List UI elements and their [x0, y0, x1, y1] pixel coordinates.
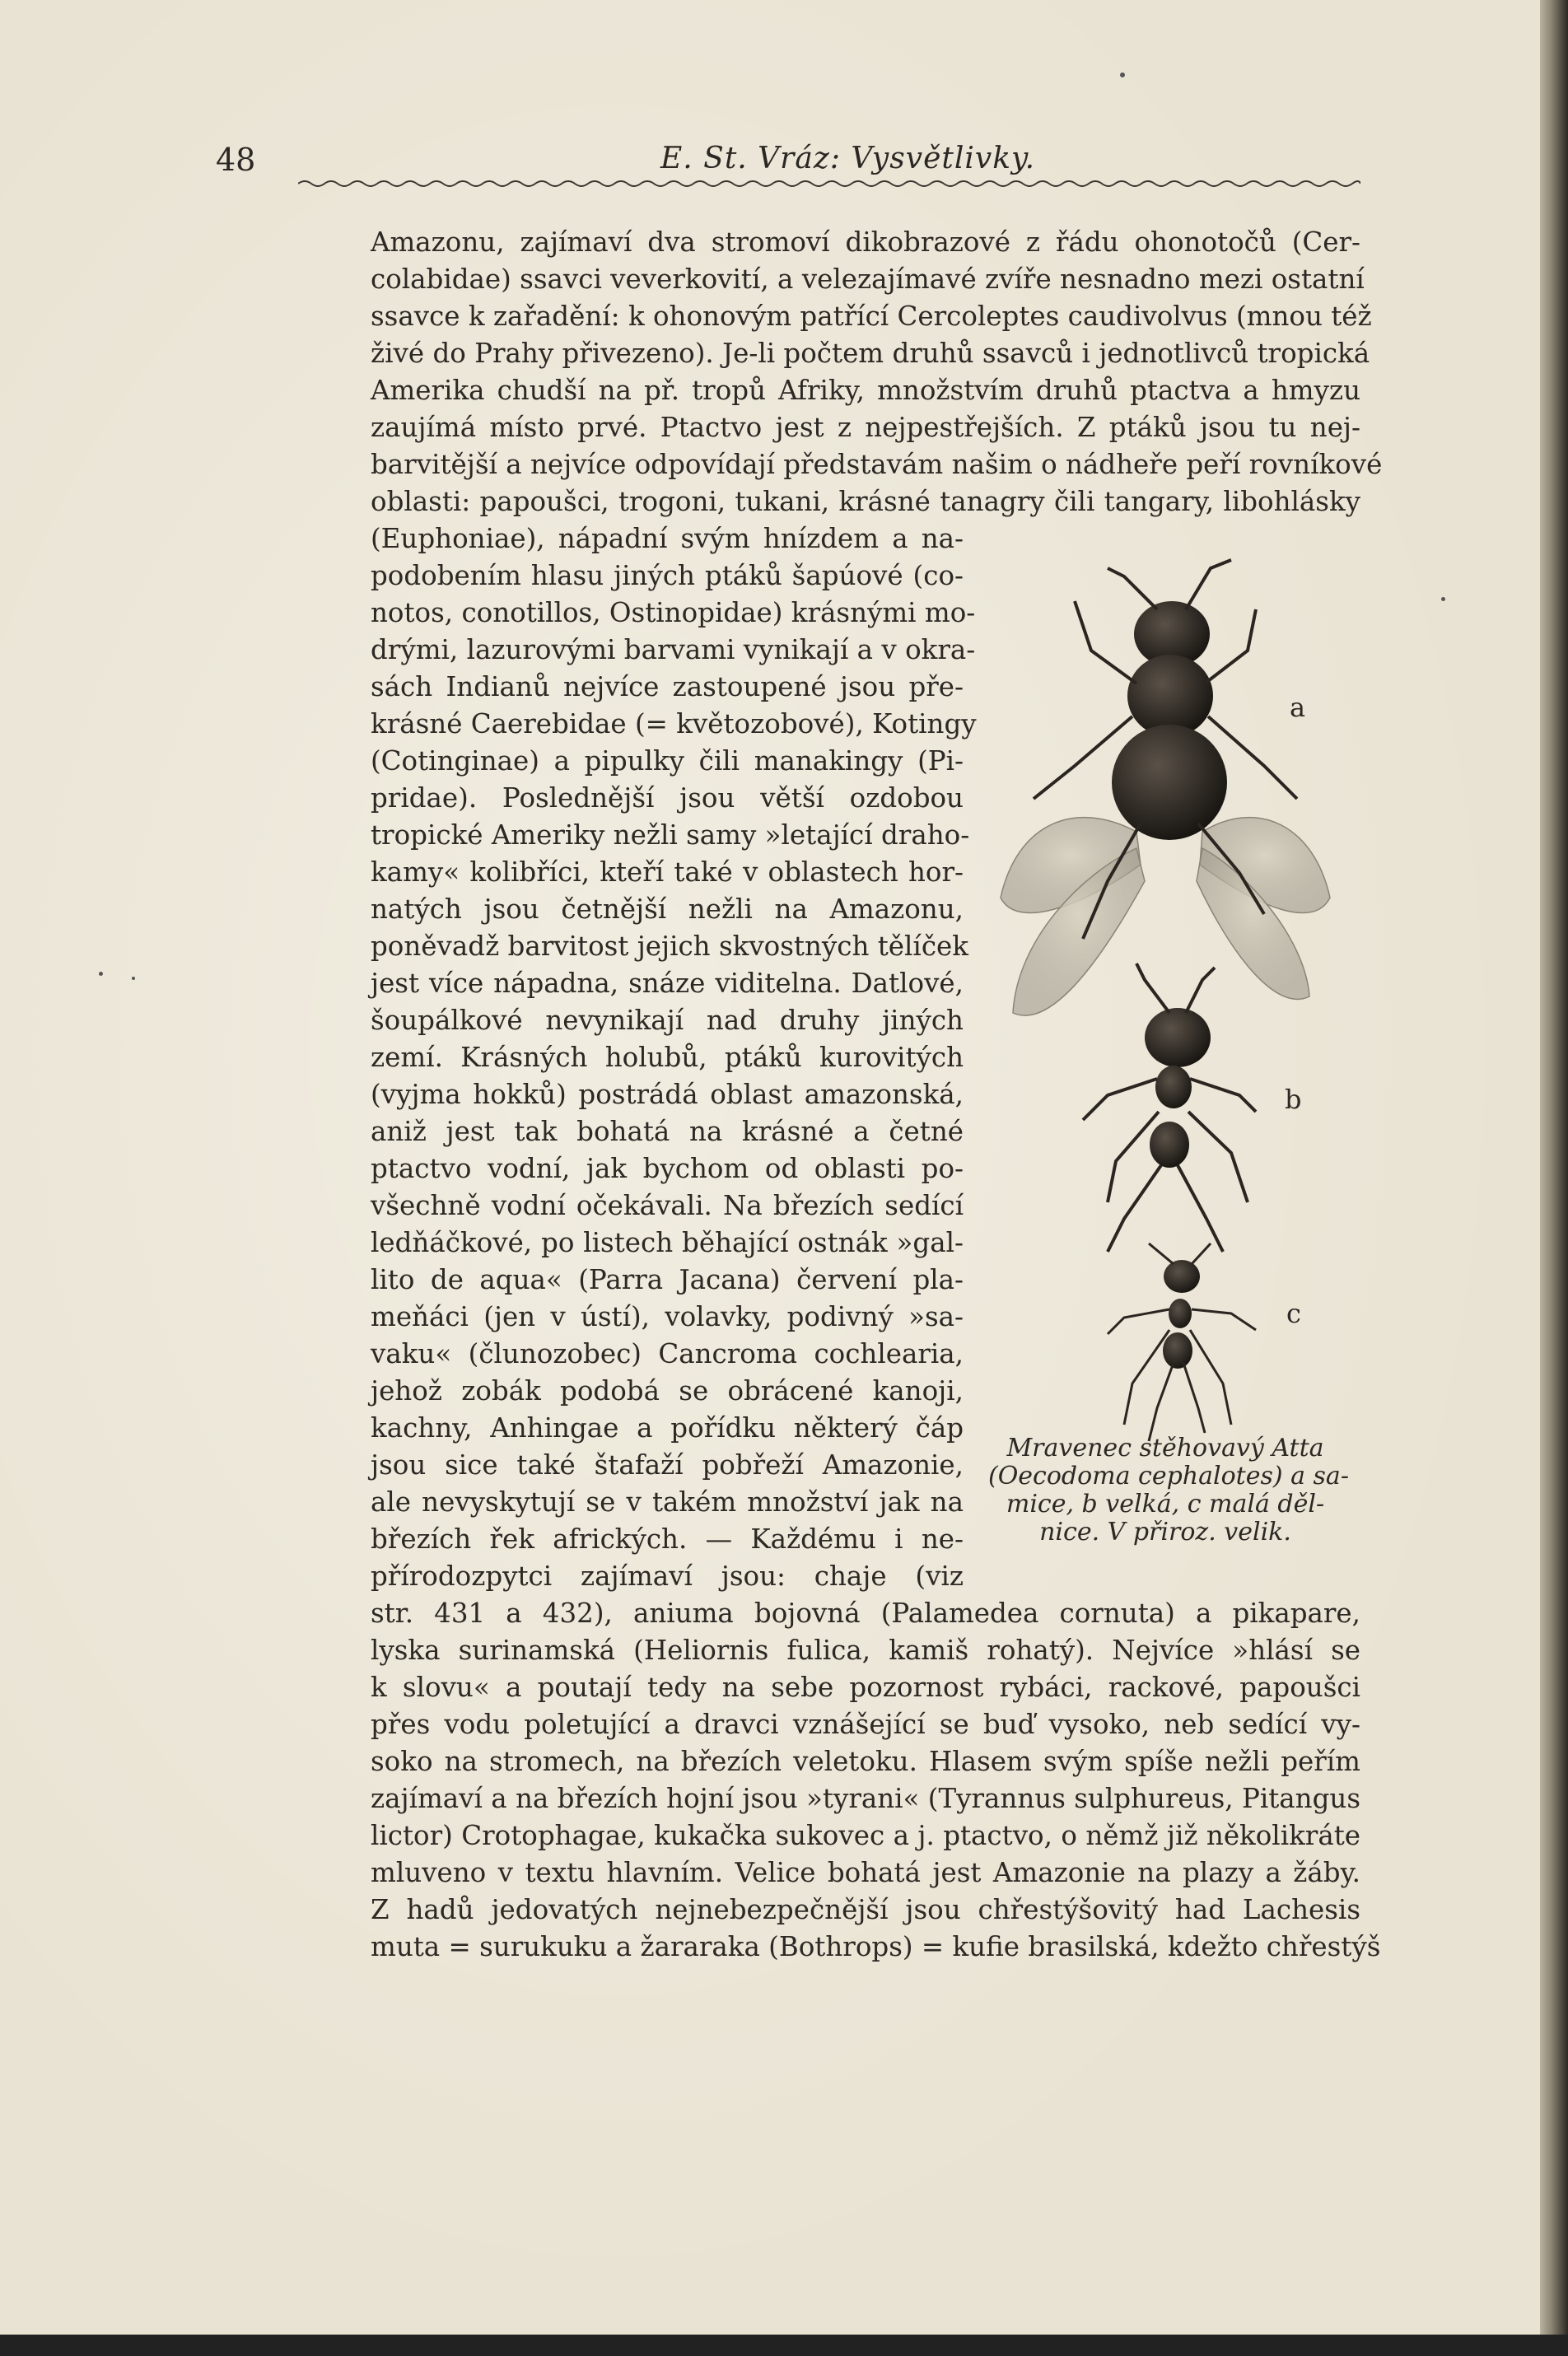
page-header	[216, 142, 1360, 178]
text-line: Z hadů jedovatých nejnebezpečnější jsou chřestýšovitý had Lachesis	[371, 1894, 1360, 1925]
text-line: poněvadž barvitost jejich skvostných tělíček	[371, 931, 968, 962]
figure-label-a: a	[1290, 692, 1306, 723]
text-line: krásné Caerebidae (= květozobové), Kotingy	[371, 708, 977, 739]
text-line: (vyjma hokků) postrádá oblast amazonská,	[371, 1079, 964, 1110]
text-line: mluveno v textu hlavním. Velice bohatá jest Amazonie na plazy a žáby.	[371, 1857, 1360, 1888]
text-line: (Cotinginae) a pipulky čili manakingy (Pi-	[371, 745, 964, 777]
paper-speck	[1441, 597, 1445, 601]
text-line: jehož zobák podobá se obrácené kanoji,	[371, 1375, 964, 1407]
text-line: tropické Ameriky nežli samy »letající draho-	[371, 819, 970, 851]
text-line: březích řek afrických. — Každému i ne-	[371, 1523, 964, 1555]
ant-queen-a	[1001, 560, 1330, 1015]
text-line: Amerika chudší na př. tropů Afriky, množstvím druhů ptactva a hmyzu	[371, 375, 1360, 406]
text-line: notos, conotillos, Ostinopidae) krásnými mo-	[371, 597, 976, 628]
paper-speck	[1120, 72, 1125, 77]
ant-small-worker-c	[1108, 1243, 1256, 1441]
text-line: ptactvo vodní, jak bychom od oblasti po-	[371, 1153, 964, 1184]
figure-label-b: b	[1285, 1084, 1302, 1115]
text-line: Amazonu, zajímaví dva stromoví dikobrazové z řádu ohonotočů (Cer-	[371, 226, 1360, 258]
text-line: barvitější a nejvíce odpovídají představám našim o nádheře peří rovníkové	[371, 449, 1383, 480]
ant-large-worker-b	[1083, 963, 1256, 1252]
paper-speck	[132, 977, 135, 980]
text-line: sách Indianů nejvíce zastoupené jsou pře-	[371, 671, 964, 702]
text-line: lyska surinamská (Heliornis fulica, kamiš rohatý). Nejvíce »hlásí se	[371, 1635, 1360, 1666]
text-line: kamy« kolibříci, kteří také v oblastech hor-	[371, 856, 964, 888]
text-line: meňáci (jen v ústí), volavky, podivný »sa-	[371, 1301, 964, 1332]
text-line: přes vodu poletující a dravci vznášející se buď vysoko, neb sedící vy-	[371, 1709, 1360, 1740]
text-line: kachny, Anhingae a pořídku některý čáp	[371, 1412, 964, 1444]
text-line: jest více nápadna, snáze viditelna. Datlové,	[371, 968, 964, 999]
caption-line: mice, b velká, c malá děl-	[1006, 1490, 1325, 1519]
text-line: str. 431 a 432), aniuma bojovná (Palamedea cornuta) a pikapare,	[371, 1598, 1360, 1629]
ant-illustration	[984, 552, 1371, 1565]
running-head: E. St. Vráz: Vysvětlivky.	[660, 142, 1036, 175]
text-line: pridae). Poslednější jsou větší ozdobou	[371, 782, 964, 814]
figure-label-c: c	[1286, 1298, 1301, 1329]
text-line: oblasti: papoušci, trogoni, tukani, krásné tanagry čili tangary, libohlásky	[371, 486, 1360, 517]
text-line: ssavce k zařadění: k ohonovým patřící Cercoleptes caudivolvus (mnou též	[371, 301, 1372, 332]
text-line: přírodozpytci zajímaví jsou: chaje (viz	[371, 1561, 964, 1592]
text-line: vaku« (člunozobec) Cancroma cochlearia,	[371, 1338, 964, 1369]
text-line: ale nevyskytují se v takém množství jak na	[371, 1486, 964, 1518]
text-line: zaujímá místo prvé. Ptactvo jest z nejpestřejších. Z ptáků jsou tu nej-	[371, 412, 1360, 443]
text-line: lictor) Crotophagae, kukačka sukovec a j. ptactvo, o němž již několikráte	[371, 1820, 1360, 1851]
text-line: lito de aqua« (Parra Jacana) červení pla-	[371, 1264, 964, 1295]
text-line: k slovu« a poutají tedy na sebe pozornost rybáci, rackové, papoušci	[371, 1672, 1360, 1703]
page-number: 48	[216, 142, 256, 178]
text-line: drými, lazurovými barvami vynikají a v okra-	[371, 634, 976, 665]
text-line: šoupálkové nevynikají nad druhy jiných	[371, 1005, 964, 1036]
figure-caption	[988, 1434, 1349, 1547]
text-line: podobením hlasu jiných ptáků šapúové (co-	[371, 560, 964, 591]
caption-line: (Oecodoma cephalotes) a sa-	[988, 1462, 1349, 1491]
caption-line: Mravenec stěhovavý Atta	[1006, 1434, 1324, 1463]
caption-line: nice. V přiroz. velik.	[1039, 1518, 1291, 1547]
text-line: zajímaví a na březích hojní jsou »tyrani« (Tyrannus sulphureus, Pitangus	[371, 1783, 1360, 1814]
scan-bottom-border	[0, 2335, 1568, 2356]
text-line: všechně vodní očekávali. Na březích sedící	[371, 1190, 964, 1221]
text-line: jsou sice také štafaží pobřeží Amazonie,	[371, 1449, 964, 1481]
text-line: colabidae) ssavci veverkovití, a velezajímavé zvíře nesnadno mezi ostatní	[371, 264, 1365, 295]
text-line: živé do Prahy přivezeno). Je-li počtem druhů ssavců i jednotlivců tropická	[371, 338, 1370, 369]
header-ornamental-rule	[298, 178, 1360, 189]
text-line: (Euphoniae), nápadní svým hnízdem a na-	[371, 523, 964, 554]
text-line: muta = surukuku a žararaka (Bothrops) = kufie brasilská, kdežto chřestýš	[371, 1931, 1381, 1962]
paper-speck	[99, 972, 103, 976]
text-line: ledňáčkové, po listech běhající ostnák »gal-	[371, 1227, 964, 1258]
page-binding-edge	[1540, 0, 1568, 2335]
text-line: soko na stromech, na březích veletoku. Hlasem svým spíše nežli peřím	[371, 1746, 1360, 1777]
text-line: natých jsou četnější nežli na Amazonu,	[371, 893, 964, 925]
text-line: aniž jest tak bohatá na krásné a četné	[371, 1116, 964, 1147]
text-line: zemí. Krásných holubů, ptáků kurovitých	[371, 1042, 964, 1073]
